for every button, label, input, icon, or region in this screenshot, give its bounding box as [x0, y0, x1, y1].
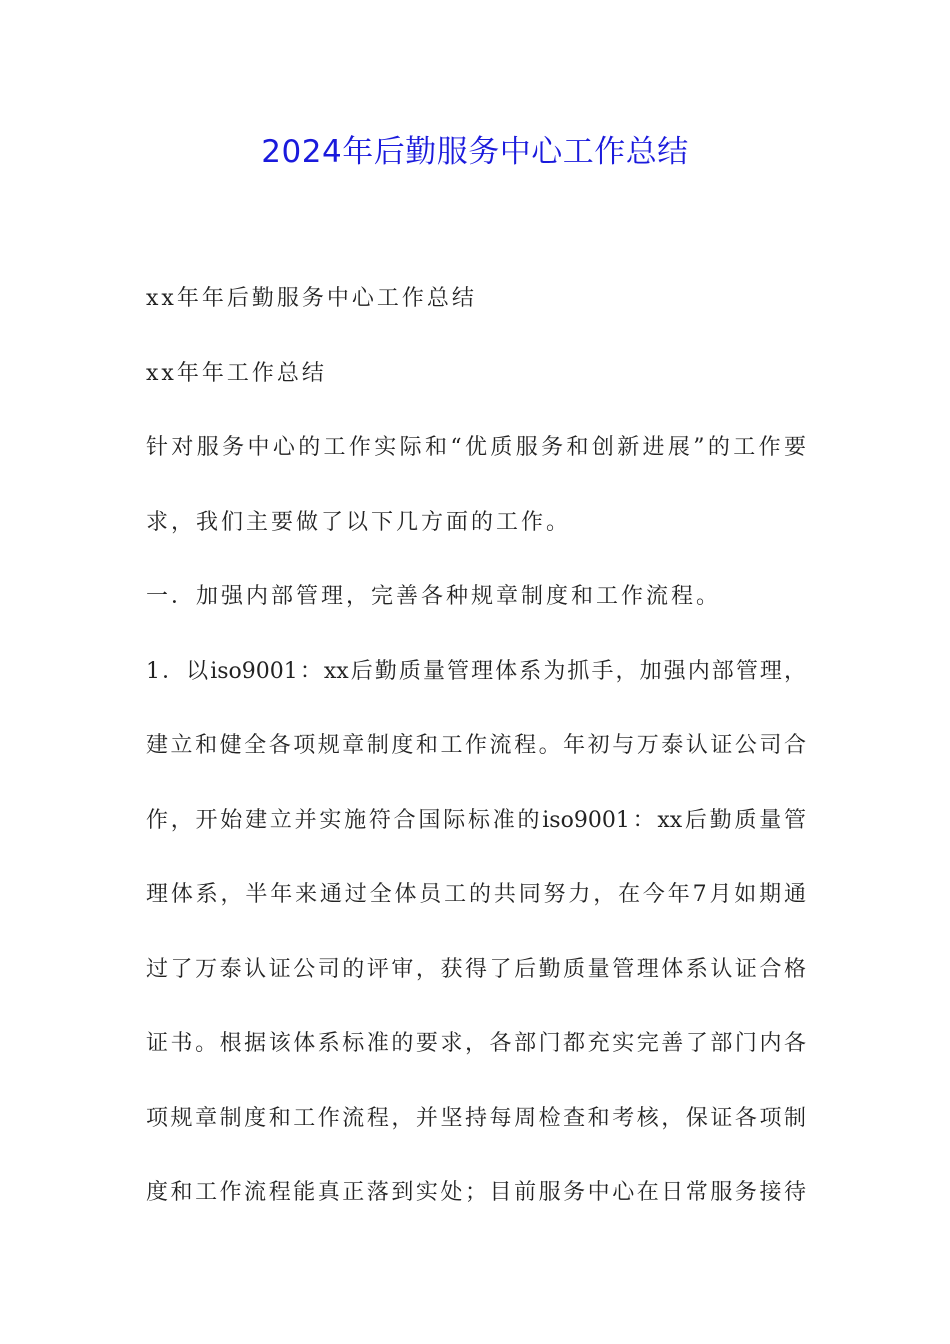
paragraph-line: 度和工作流程能真正落到实处；目前服务中心在日常服务接待 [146, 1180, 806, 1205]
paragraph-line: xx年年工作总结 [146, 360, 327, 386]
paragraph-line: 证书。根据该体系标准的要求，各部门都充实完善了部门内各 [146, 1031, 806, 1056]
document-title: 2024年后勤服务中心工作总结 [261, 134, 689, 170]
paragraph-line: 作，开始建立并实施符合国际标准的iso9001：xx后勤质量管 [146, 807, 806, 833]
paragraph-line: 项规章制度和工作流程，并坚持每周检查和考核，保证各项制 [146, 1105, 806, 1131]
paragraph-line: xx年年后勤服务中心工作总结 [146, 286, 477, 311]
paragraph-line: 过了万泰认证公司的评审，获得了后勤质量管理体系认证合格 [146, 956, 806, 982]
paragraph-line: 1．以iso9001：xx后勤质量管理体系为抓手，加强内部管理， [146, 658, 806, 684]
paragraph-line: 针对服务中心的工作实际和“优质服务和创新进展”的工作要 [146, 435, 806, 460]
paragraph-line: 建立和健全各项规章制度和工作流程。年初与万泰认证公司合 [146, 733, 806, 758]
document-body [146, 262, 806, 1231]
paragraph-line: 求，我们主要做了以下几方面的工作。 [146, 509, 572, 535]
paragraph-line: 一．加强内部管理，完善各种规章制度和工作流程。 [146, 584, 722, 609]
paragraph-line: 理体系，半年来通过全体员工的共同努力，在今年7月如期通 [146, 882, 806, 907]
